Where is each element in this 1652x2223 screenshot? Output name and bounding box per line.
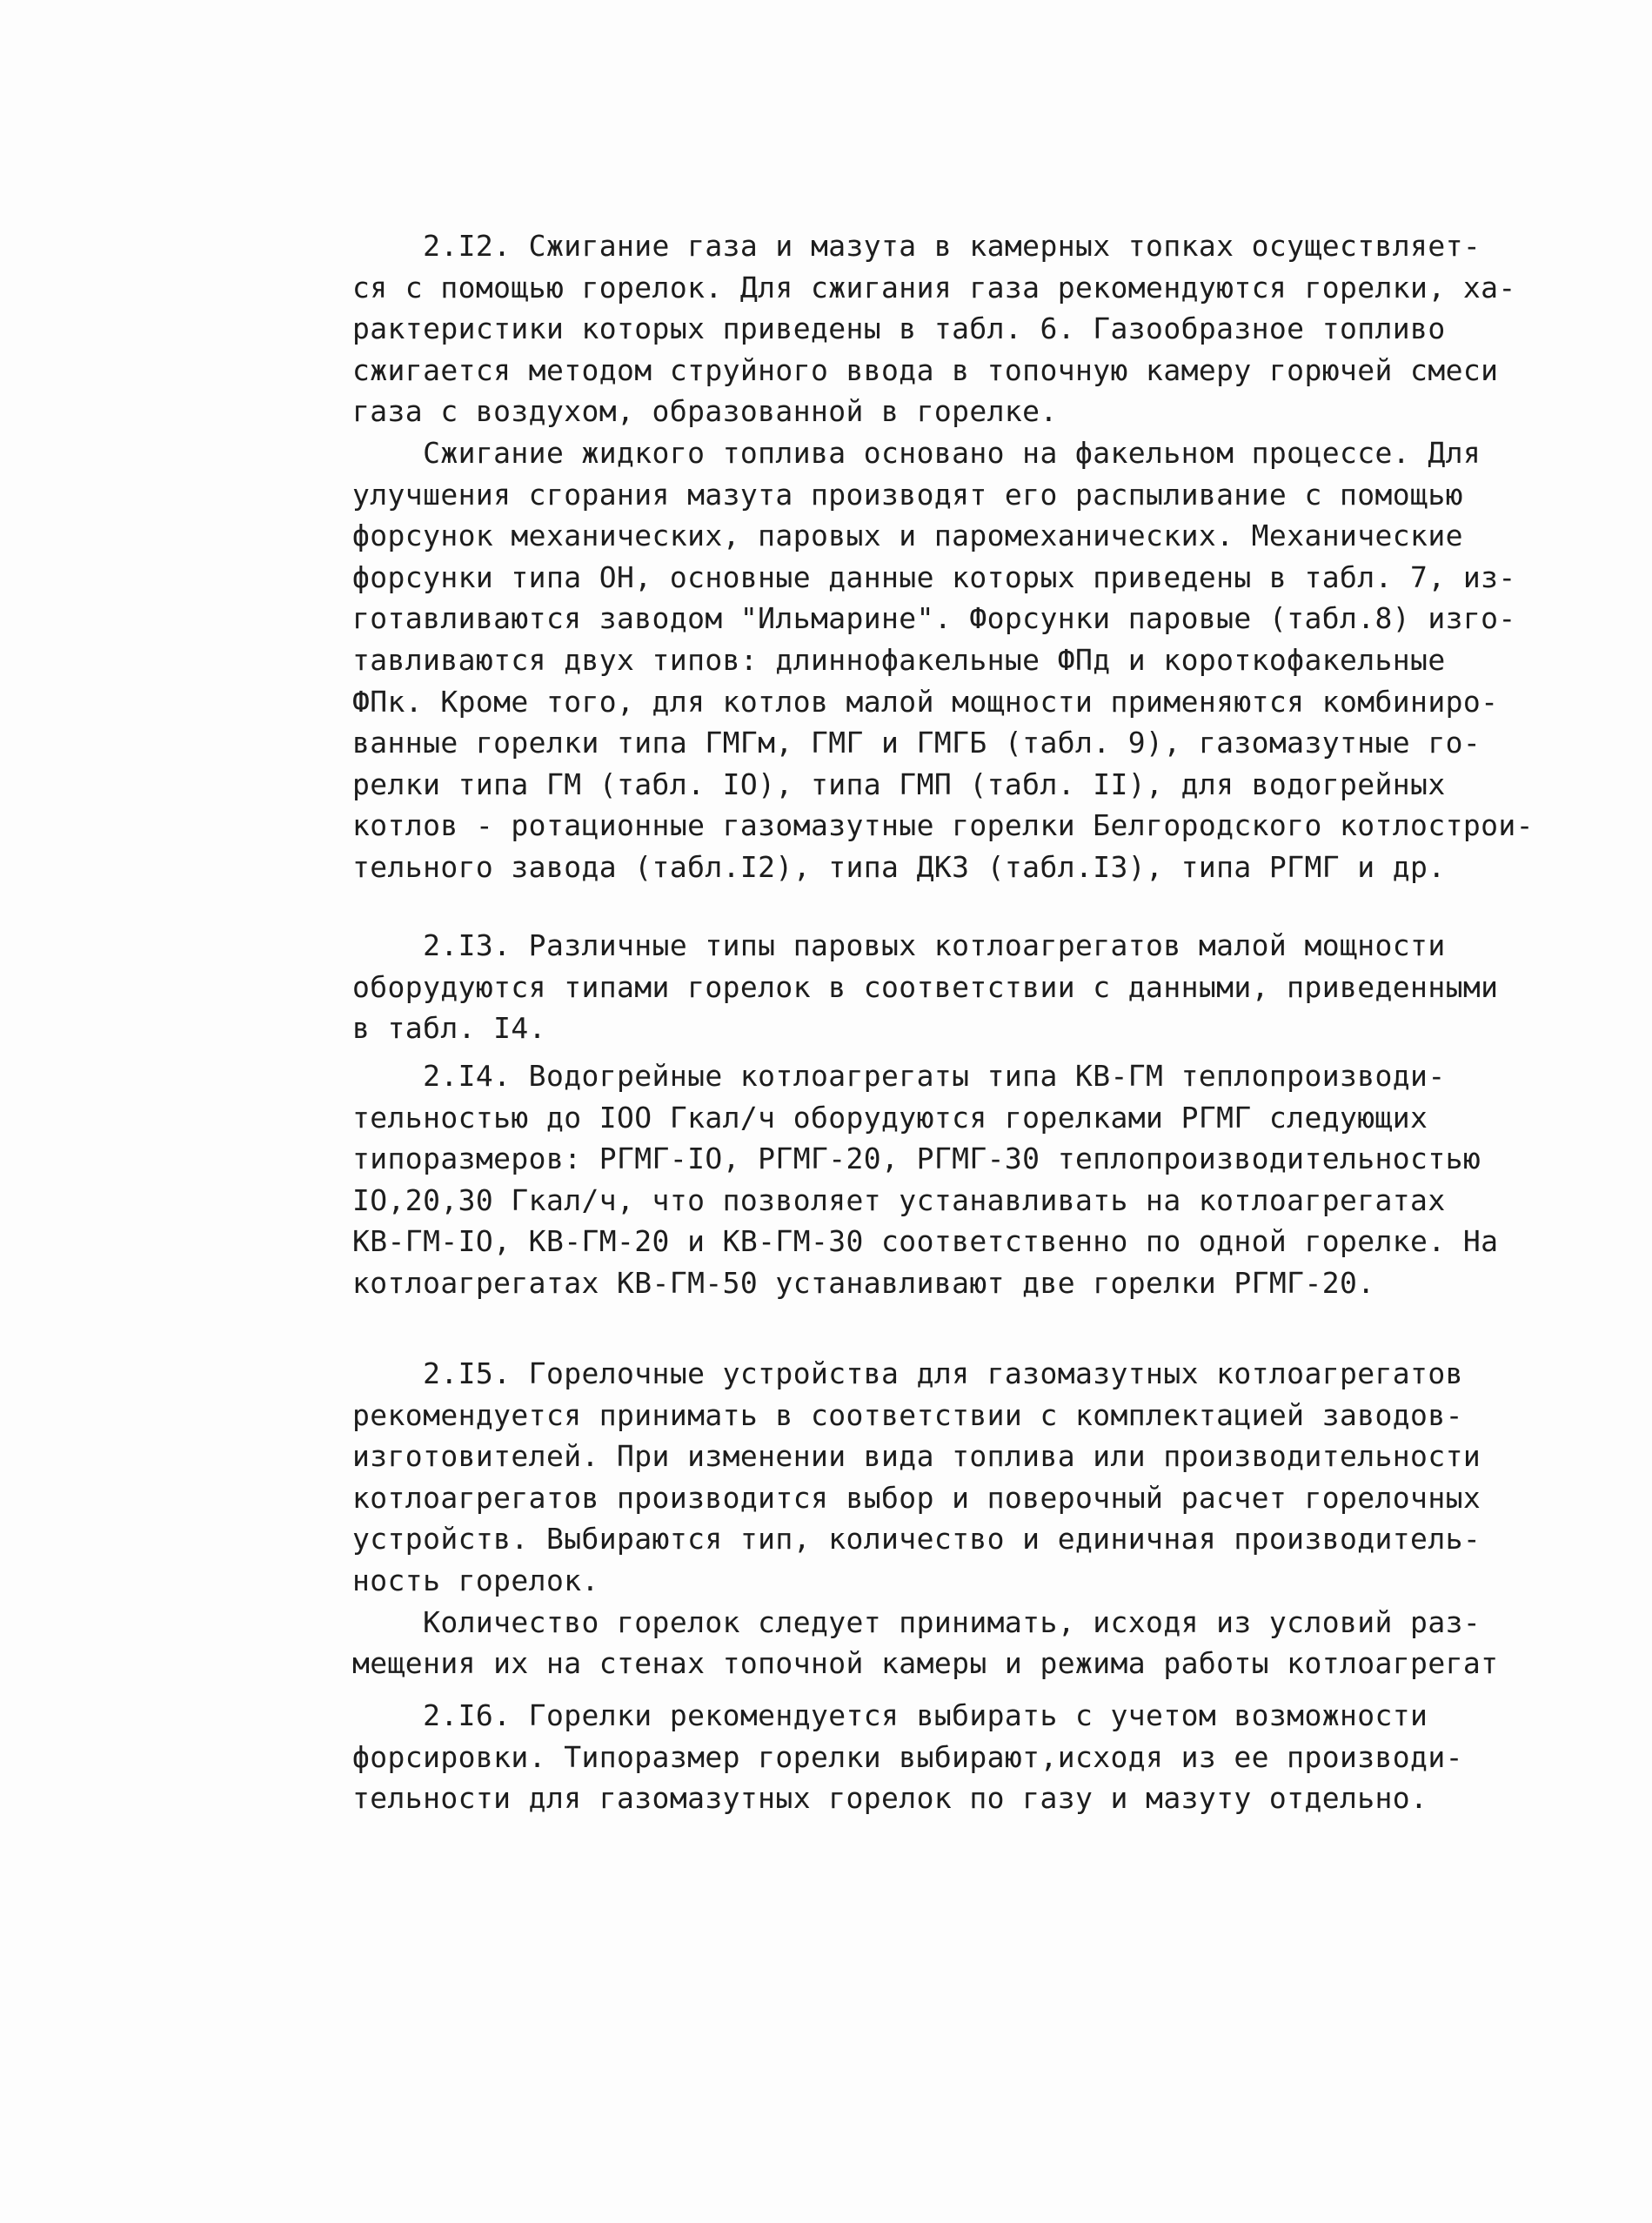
text-line: Сжигание жидкого топлива основано на факельном процессе. Для [352, 435, 1481, 470]
text-line: типоразмеров: РГМГ-IO, РГМГ-20, РГМГ-30 теплопроизводительностью [352, 1142, 1481, 1176]
text-line: готавливаются заводом "Ильмарине". Форсунки паровые (табл.8) изго- [352, 601, 1516, 636]
text-line: оборудуются типами горелок в соответствии с данными, приведенными [352, 969, 1499, 1004]
text-line: ся с помощью горелок. Для сжигания газа рекомендуются горелки, ха- [352, 270, 1516, 305]
text-line: котлов - ротационные газомазутные горелки Белгородского котлострои- [352, 808, 1534, 843]
text-line: котлоагрегатах КВ-ГМ-50 устанавливают две горелки РГМГ-20. [352, 1265, 1375, 1300]
text-line: тавливаются двух типов: длиннофакельные ФПд и короткофакельные [352, 642, 1446, 677]
text-line: изготовителей. При изменении вида топлива или производительности [352, 1439, 1481, 1474]
text-line: тельного завода (табл.I2), типа ДКЗ (табл.I3), типа РГМГ и др. [352, 849, 1446, 884]
paragraph-2-13 [352, 925, 1499, 1049]
text-line: устройств. Выбираются тип, количество и единичная производитель- [352, 1522, 1481, 1557]
text-line: 2.I2. Сжигание газа и мазута в камерных топках осуществляет- [352, 229, 1481, 263]
text-line: 2.I5. Горелочные устройства для газомазутных котлоагрегатов [352, 1356, 1463, 1390]
text-line: форсировки. Типоразмер горелки выбирают,исходя из ее производи- [352, 1739, 1463, 1774]
text-line: в табл. I4. [352, 1011, 546, 1046]
paragraph-2-16 [352, 1695, 1483, 1819]
text-line: релки типа ГМ (табл. IO), типа ГМП (табл. II), для водогрейных [352, 767, 1446, 801]
text-line: ванные горелки типа ГМГм, ГМГ и ГМГБ (табл. 9), газомазутные го- [352, 726, 1481, 760]
text-line: форсунки типа ОН, основные данные которых приведены в табл. 7, из- [352, 559, 1516, 594]
text-line: рактеристики которых приведены в табл. 6. Газообразное топливо [352, 311, 1446, 346]
text-line: улучшения сгорания мазута производят его распыливание с помощью [352, 477, 1463, 512]
text-line: форсунок механических, паровых и паромеханических. Механические [352, 519, 1463, 553]
text-line: рекомендуется принимать в соответствии с комплектацией заводов- [352, 1397, 1463, 1432]
text-line: мещения их на стенах топочной камеры и режима работы котлоагрегат [352, 1646, 1499, 1681]
paragraph-2-15 [352, 1353, 1499, 1684]
text-line: тельности для газомазутных горелок по газу и мазуту отдельно. [352, 1781, 1428, 1816]
text-line: тельностью до IOO Гкал/ч оборудуются горелками РГМГ следующих [352, 1100, 1428, 1135]
text-line: Количество горелок следует принимать, исходя из условий раз- [352, 1604, 1481, 1639]
text-line: сжигается методом струйного ввода в топочную камеру горючей смеси [352, 352, 1499, 387]
text-line: IO,20,30 Гкал/ч, что позволяет устанавливать на котлоагрегатах [352, 1182, 1446, 1217]
text-line: газа с воздухом, образованной в горелке. [352, 394, 1058, 429]
text-line: КВ-ГМ-IO, КВ-ГМ-20 и КВ-ГМ-30 соответственно по одной горелке. На [352, 1224, 1499, 1259]
paragraph-2-12 [352, 225, 1534, 888]
text-line: 2.I3. Различные типы паровых котлоагрегатов малой мощности [352, 928, 1446, 962]
paragraph-2-14 [352, 1055, 1499, 1304]
text-line: 2.I4. Водогрейные котлоагрегаты типа КВ-ГМ теплопроизводи- [352, 1059, 1446, 1093]
text-line: ФПк. Кроме того, для котлов малой мощности применяются комбиниро- [352, 684, 1499, 719]
text-line: ность горелок. [352, 1563, 599, 1597]
text-line: котлоагрегатов производится выбор и поверочный расчет горелочных [352, 1480, 1481, 1515]
text-line: 2.I6. Горелки рекомендуется выбирать с учетом возможности [352, 1698, 1428, 1732]
